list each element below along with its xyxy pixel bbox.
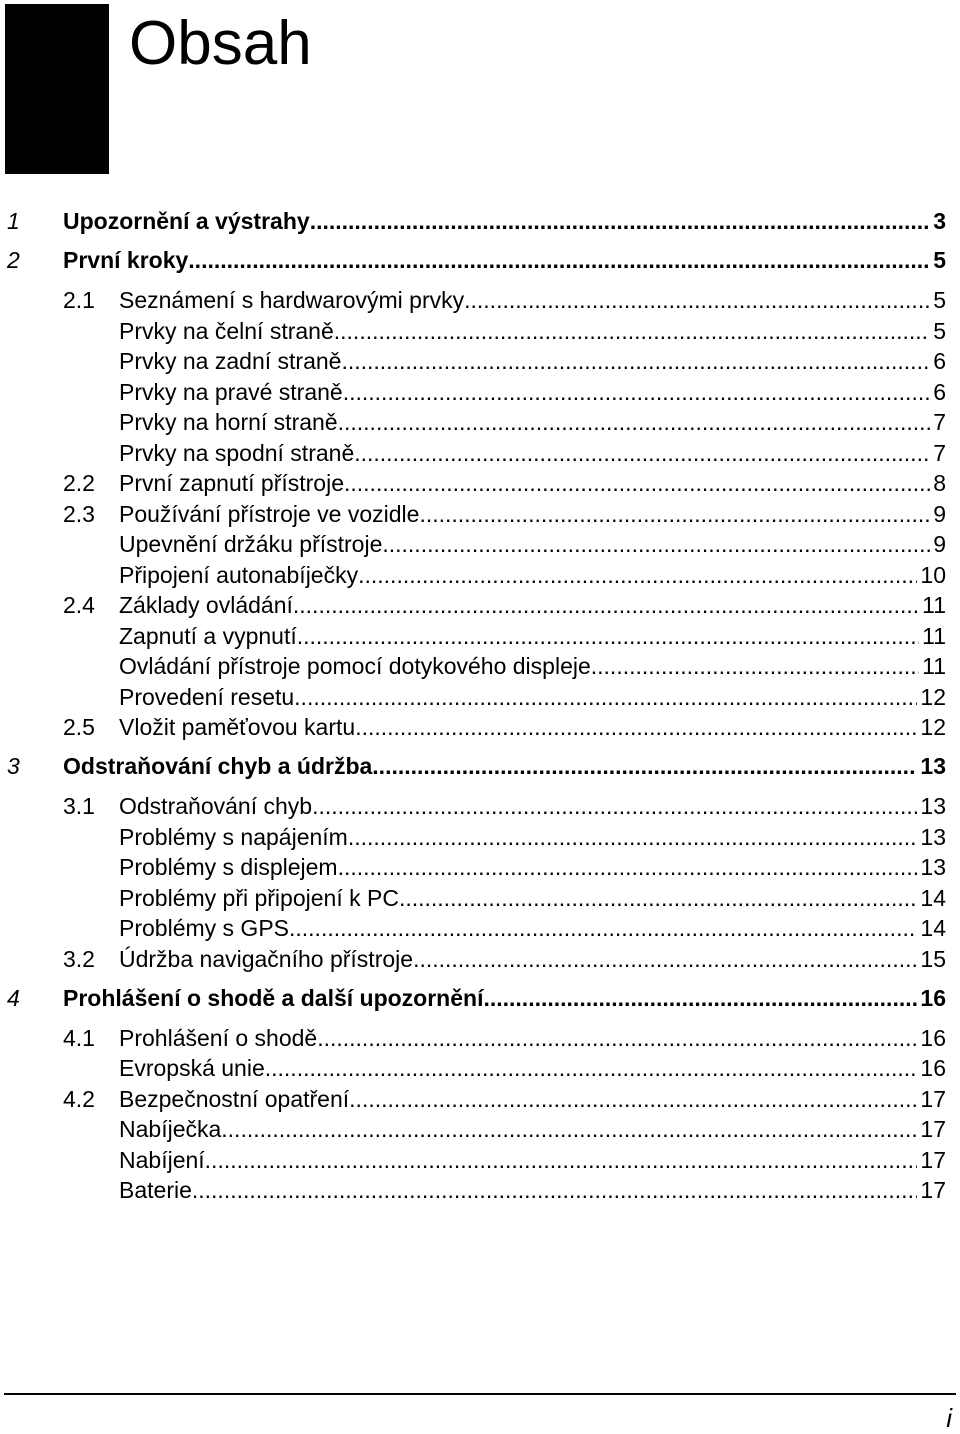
toc-section-number: 4.1 — [63, 1024, 95, 1051]
toc-subsection-entry[interactable] — [0, 852, 953, 882]
toc-subsection-entry[interactable] — [0, 407, 953, 437]
toc-page-number: 9 — [933, 531, 946, 557]
toc-section-line — [119, 529, 946, 559]
toc-section-number: 2.5 — [63, 714, 95, 740]
dot-leader — [297, 621, 919, 651]
toc-page-number: 13 — [920, 753, 946, 779]
toc-page-number: 7 — [933, 439, 946, 466]
toc-section-line — [119, 712, 946, 742]
toc-subsection-entry[interactable] — [0, 529, 953, 559]
toc-section-line — [119, 682, 946, 712]
toc-section-line — [119, 913, 946, 943]
toc-section-entry[interactable] — [0, 1084, 953, 1114]
page-title: Obsah — [129, 9, 312, 78]
toc-entry-label: Prvky na zadní straně — [119, 348, 342, 374]
toc-entry-label: Upevnění držáku přístroje — [119, 531, 383, 557]
toc-section-line — [119, 651, 946, 681]
dot-leader — [312, 791, 917, 821]
toc-section-number: 3.1 — [63, 793, 95, 819]
dot-leader — [344, 468, 930, 498]
dot-leader — [399, 883, 917, 913]
toc-section-line — [119, 621, 946, 651]
toc-chapter-entry[interactable] — [0, 983, 953, 1013]
toc-page-number: 16 — [920, 1024, 946, 1051]
toc-section-line — [119, 1023, 946, 1053]
toc-section-number: 4.2 — [63, 1085, 95, 1112]
toc-section-line — [119, 944, 946, 974]
dot-leader — [382, 529, 930, 559]
dot-leader — [341, 346, 930, 376]
toc-section-line — [119, 346, 946, 376]
toc-section-line — [119, 822, 946, 852]
toc-section-entry[interactable] — [0, 791, 953, 821]
toc-section-line — [119, 1084, 946, 1114]
toc-page-number: 7 — [933, 409, 946, 435]
toc-chapter-number: 2 — [7, 247, 20, 273]
toc-page-number: 5 — [933, 287, 946, 313]
page-number: i — [946, 1403, 952, 1433]
dot-leader — [293, 590, 919, 620]
toc-section-line — [119, 1053, 946, 1083]
toc-page-number: 14 — [920, 884, 946, 911]
toc-page-number: 13 — [920, 823, 946, 850]
toc-subsection-entry[interactable] — [0, 822, 953, 852]
chapter-marker-block — [5, 4, 109, 174]
toc-subsection-entry[interactable] — [0, 1114, 953, 1144]
dot-leader — [591, 651, 919, 681]
toc-entry-label: Nabíječka — [119, 1116, 222, 1142]
toc-chapter-number: 4 — [7, 984, 20, 1011]
toc-entry-label: Provedení resetu — [119, 683, 295, 710]
toc-section-number: 2.3 — [63, 500, 95, 527]
toc-chapter-label: Prohlášení o shodě a další upozornění — [63, 984, 484, 1011]
dot-leader — [354, 438, 930, 468]
toc-entry-label: Problémy s napájením — [119, 823, 348, 850]
toc-section-entry[interactable] — [0, 944, 953, 974]
toc-subsection-entry[interactable] — [0, 621, 953, 651]
toc-subsection-entry[interactable] — [0, 377, 953, 407]
dot-leader — [221, 1114, 917, 1144]
dot-leader — [358, 560, 917, 590]
toc-entry-label: Prohlášení o shodě — [119, 1024, 318, 1051]
toc-subsection-entry[interactable] — [0, 316, 953, 346]
dot-leader — [338, 852, 918, 882]
toc-entry-label: Evropská unie — [119, 1055, 265, 1081]
toc-section-line — [119, 1145, 946, 1175]
toc-subsection-entry[interactable] — [0, 346, 953, 376]
toc-chapter-line — [63, 206, 946, 236]
toc-entry-label: Problémy při připojení k PC — [119, 884, 399, 911]
toc-page-number: 5 — [933, 317, 946, 344]
dot-leader — [317, 1023, 917, 1053]
dot-leader — [413, 944, 917, 974]
toc-entry-label: První zapnutí přístroje — [119, 470, 344, 496]
toc-section-line — [119, 377, 946, 407]
dot-leader — [334, 316, 930, 346]
toc-subsection-entry[interactable] — [0, 913, 953, 943]
toc-entry-label: Zapnutí a vypnutí — [119, 622, 297, 649]
toc-entry-label: Prvky na horní straně — [119, 409, 338, 435]
dot-leader — [349, 1084, 917, 1114]
toc-subsection-entry[interactable] — [0, 883, 953, 913]
footer-rule — [4, 1393, 956, 1395]
toc-section-line — [119, 1175, 946, 1205]
toc-section-line — [119, 499, 946, 529]
toc-page-number: 11 — [922, 622, 946, 649]
toc-page-number: 11 — [922, 653, 946, 679]
toc-subsection-entry[interactable] — [0, 1175, 953, 1205]
toc-page-number: 17 — [920, 1146, 946, 1173]
toc-page-number: 14 — [920, 915, 946, 941]
dot-leader — [205, 1145, 918, 1175]
dot-leader — [348, 822, 918, 852]
toc-page-number: 17 — [920, 1085, 946, 1112]
toc-section-entry[interactable] — [0, 468, 953, 498]
toc-section-entry[interactable] — [0, 285, 953, 315]
toc-page-number: 8 — [933, 470, 946, 496]
toc-chapter-line — [63, 245, 946, 275]
toc-section-number: 2.2 — [63, 470, 95, 496]
toc-section-line — [119, 852, 946, 882]
toc-entry-label: Prvky na spodní straně — [119, 439, 355, 466]
toc-section-line — [119, 791, 946, 821]
toc-entry-label: Baterie — [119, 1177, 192, 1203]
dot-leader — [419, 499, 930, 529]
toc-section-line — [119, 1114, 946, 1144]
toc-page-number: 13 — [920, 793, 946, 819]
toc-entry-label: Bezpečnostní opatření — [119, 1085, 350, 1112]
toc-section-entry[interactable] — [0, 499, 953, 529]
toc-chapter-line — [63, 751, 946, 781]
toc-entry-label: Odstraňování chyb — [119, 793, 313, 819]
toc-entry-label: Prvky na pravé straně — [119, 378, 343, 405]
dot-leader — [265, 1053, 918, 1083]
dot-leader — [188, 245, 930, 275]
toc-subsection-entry[interactable] — [0, 1053, 953, 1083]
toc-chapter-entry[interactable] — [0, 751, 953, 781]
dot-leader — [192, 1175, 918, 1205]
toc-section-line — [119, 468, 946, 498]
toc-chapter-entry[interactable] — [0, 245, 953, 275]
toc-entry-label: Problémy s GPS — [119, 915, 289, 941]
toc-entry-label: Údržba navigačního přístroje — [119, 945, 414, 972]
dot-leader — [372, 751, 917, 781]
toc-section-entry[interactable] — [0, 712, 953, 742]
toc-page-number: 10 — [920, 561, 946, 588]
toc-page-number: 16 — [920, 984, 946, 1011]
toc-page-number: 17 — [920, 1177, 946, 1203]
toc-chapter-line — [63, 983, 946, 1013]
toc-chapter-number: 3 — [7, 753, 20, 779]
toc-subsection-entry[interactable] — [0, 1145, 953, 1175]
dot-leader — [464, 285, 930, 315]
toc-page-number: 6 — [933, 348, 946, 374]
toc-entry-label: Připojení autonabíječky — [119, 561, 359, 588]
dot-leader — [289, 913, 917, 943]
toc-page-number: 17 — [920, 1116, 946, 1142]
toc-section-line — [119, 883, 946, 913]
dot-leader — [310, 206, 931, 236]
toc-chapter-entry[interactable] — [0, 206, 953, 236]
toc-page-number: 16 — [920, 1055, 946, 1081]
toc-page-number: 15 — [920, 945, 946, 972]
toc-chapter-label: Odstraňování chyb a údržba — [63, 753, 373, 779]
toc-section-line — [119, 285, 946, 315]
toc-section-entry[interactable] — [0, 1023, 953, 1053]
toc-subsection-entry[interactable] — [0, 438, 953, 468]
toc-section-line — [119, 438, 946, 468]
dot-leader — [338, 407, 931, 437]
toc-page-number: 11 — [922, 592, 946, 618]
toc-chapter-label: Upozornění a výstrahy — [63, 208, 310, 234]
toc-section-line — [119, 560, 946, 590]
toc-page-number: 5 — [933, 247, 946, 273]
toc-entry-label: Základy ovládání — [119, 592, 293, 618]
toc-chapter-number: 1 — [7, 208, 20, 234]
toc-page-number: 12 — [920, 714, 946, 740]
toc-subsection-entry[interactable] — [0, 682, 953, 712]
toc-entry-label: Nabíjení — [119, 1146, 205, 1173]
toc-entry-label: Vložit paměťovou kartu — [119, 714, 356, 740]
toc-subsection-entry[interactable] — [0, 651, 953, 681]
toc-chapter-label: První kroky — [63, 247, 189, 273]
toc-page-number: 3 — [933, 208, 946, 234]
toc-section-line — [119, 407, 946, 437]
toc-page-number: 9 — [933, 500, 946, 527]
toc-entry-label: Seznámení s hardwarovými prvky — [119, 287, 465, 313]
toc-entry-label: Používání přístroje ve vozidle — [119, 500, 420, 527]
toc-section-line — [119, 590, 946, 620]
toc-section-line — [119, 316, 946, 346]
dot-leader — [294, 682, 917, 712]
toc-page-number: 6 — [933, 378, 946, 405]
toc-page-number: 13 — [920, 854, 946, 880]
toc-entry-label: Ovládání přístroje pomocí dotykového displeje — [119, 653, 591, 679]
dot-leader — [355, 712, 917, 742]
toc-section-number: 3.2 — [63, 945, 95, 972]
toc-entry-label: Problémy s displejem — [119, 854, 338, 880]
toc-section-entry[interactable] — [0, 590, 953, 620]
toc-section-number: 2.1 — [63, 287, 95, 313]
dot-leader — [483, 983, 917, 1013]
toc-entry-label: Prvky na čelní straně — [119, 317, 334, 344]
dot-leader — [343, 377, 930, 407]
toc-subsection-entry[interactable] — [0, 560, 953, 590]
toc-section-number: 2.4 — [63, 592, 95, 618]
toc-page-number: 12 — [920, 683, 946, 710]
